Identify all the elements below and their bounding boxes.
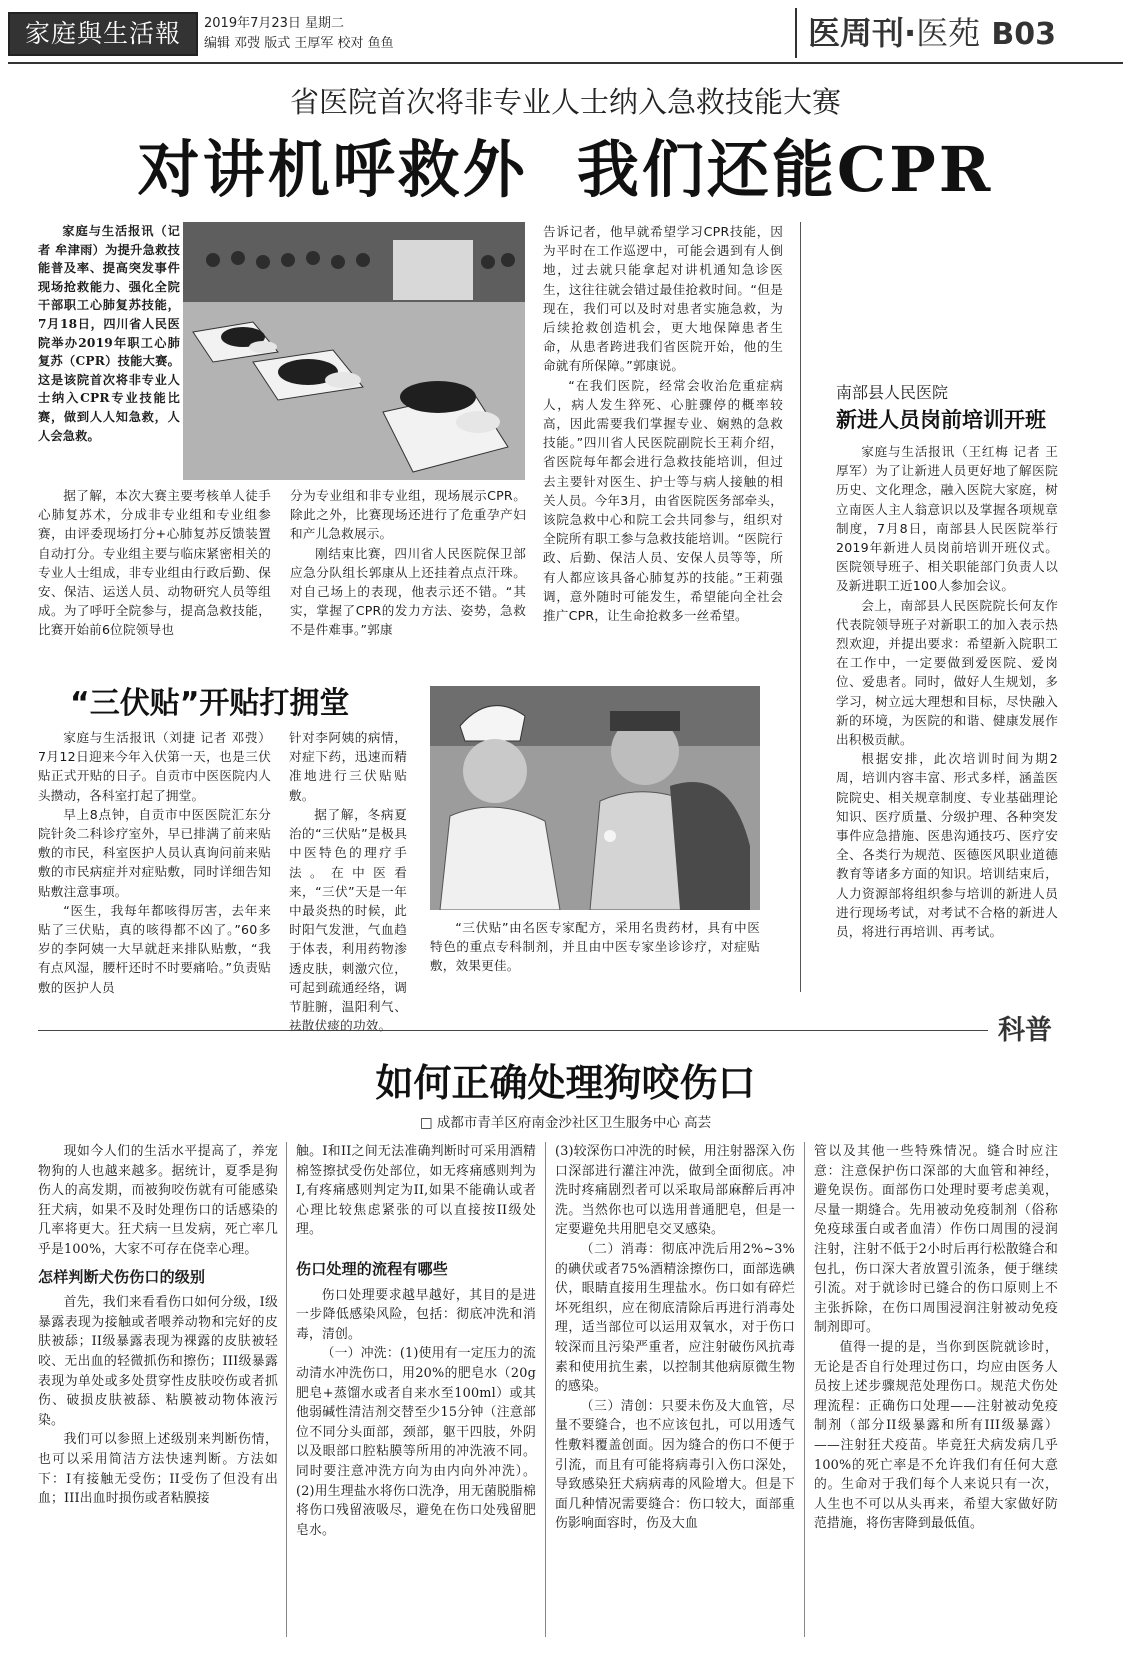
subhead-wound-level: 怎样判断犬伤伤口的级别: [38, 1267, 206, 1286]
science-col-4: 管以及其他一些特殊情况。缝合时应注意：注意保护伤口深部的大血管和神经，避免误伤。面部伤口处理时要考虑美观，尽量一期缝合。先用被动免疫制剂（俗称免疫球蛋白或者血清）作伤口周围的浸润注射，注射不低于2小时后再行松散缝合和包扎，伤口深大者放置引流条，便于继续引流。对于就诊时已缝合的伤口原则上不主张拆除，在伤口周围浸润注射被动免疫制剂即可。 值得一提的是，当你到医院就诊时，无论是否自行处理过伤口，均应由医务人员按上述步骤规范处理伤口。规范犬伤处理流程：正确伤口处理——注射被动免疫制剂（部分II级暴露和所有III级暴露）——注射狂犬疫苗。毕竟狂犬病发病几乎100%的死亡率是不允许我们有任何大意的。生命对于我们每个人来说只有一次，人生也不可以从头再来，希望大家做好防范措施，将伤害降到最低值。: [814, 1144, 1058, 1532]
nanbu-headline: 新进人员岗前培训开班: [836, 408, 1046, 432]
subsection-name: 医苑: [916, 14, 981, 52]
sanfu-headline: “三伏贴”开贴打拥堂: [70, 686, 350, 721]
section-title: [808, 12, 1056, 56]
section-dot: ·: [904, 14, 917, 52]
science-byline: [0, 1114, 1131, 1132]
science-headline: 如何正确处理狗咬伤口: [375, 1060, 756, 1105]
masthead-logo: 家庭與生活報: [8, 12, 198, 56]
lead-intro: 家庭与生活报讯（记者 牟津雨）为提升急救技能普及率、提高突发事件现场抢救能力、强化全院干部职工心肺复苏技能，7月18日，四川省人民医院举办2019年职工心肺复苏（CPR）技能大赛。这是该院首次将非专业人士纳入CPR专业技能比赛，做到人人知急救，人人会急救。: [38, 224, 180, 443]
right-column-divider: [800, 222, 801, 992]
science-col-2: 触。I和II之间无法准确判断时可采用酒精棉签擦拭受伤处部位，如无疼痛感则判为I,有疼痛感则判定为II,如果不能确认或者心理比较焦虑紧张的可以直接按II级处理。 伤口处理的流程有哪些 伤口处理要求越早越好，其目的是进一步降低感染风险，包括：彻底冲洗和消毒，清创。 （一）冲洗：(1)使用有一定压力的流动清水冲洗伤口，用20%的肥皂水（20g肥皂+蒸馏水或者自来水至100ml）或其他弱碱性清洁剂交替至少15分钟（注意部位不同分头面部，颈部，躯干四肢，外阴以及眼部口腔粘膜等所用的冲洗液不同。同时要注意冲洗方向为由内向外冲洗）。(2)用生理盐水将伤口洗净，用无菌脱脂棉将伤口残留液吸尽，避免在伤口处残留肥皂水。: [296, 1144, 536, 1538]
byline-square-icon: □: [419, 1115, 433, 1131]
header-rule: [8, 62, 1123, 64]
issue-date: 2019年7月23日 星期二: [204, 16, 345, 31]
lead-kicker: 省医院首次将非专业人士纳入急救技能大赛: [289, 85, 841, 119]
science-section-label: 科普: [998, 1015, 1052, 1046]
lead-col-2: 分为专业组和非专业组，现场展示CPR。除此之外，比赛现场还进行了危重孕产妇和产儿急救展示。 刚结束比赛，四川省人民医院保卫部应急分队组长郭康从上还挂着点点汗珠。对自己场上的表现，他表示还不错。“其实，掌握了CPR的发力方法、姿势，急救不是件难事。”郭康: [290, 488, 526, 638]
lead-col-3: 告诉记者，他早就希望学习CPR技能，因为平时在工作巡逻中，可能会遇到有人倒地，过去就只能拿起对讲机通知急诊医生，这往往就会错过最佳抢救时间。“但是现在，我们可以及时对患者实施急救，为后续抢救创造机会，更大地保障患者生命，从患者跨进我们省医院开始，他的生命就有所保障。”郭康说。 “在我们医院，经常会收治危重症病人，病人发生猝死、心脏骤停的概率较高，因此需要我们掌握专业、娴熟的急救技能。”四川省人民医院副院长王莉介绍，省医院每年都会进行急救技能培训，但过去主要针对医生、护士等与病人接触的相关人员。今年3月，由省医院医务部牵头，该院急救中心和院工会共同参与，组织对全院所有职工参与急救技能培训。“医院行政、后勤、保洁人员、安保人员等等，所有人都应该具备心肺复苏的技能。”王莉强调，意外随时可能发生，希望能向全社会推广CPR，让生命抢救多一丝希望。: [543, 224, 783, 624]
subhead-treatment-flow: 伤口处理的流程有哪些: [296, 1259, 449, 1278]
sanfu-col-3: “三伏贴”由名医专家配方，采用名贵药材，具有中医特色的重点专科制剂，并且由中医专家坐诊诊疗，对症贴敷，效果更佳。: [430, 920, 760, 974]
science-col-1: 现如今人们的生活水平提高了，养宠物狗的人也越来越多。据统计，夏季是狗伤人的高发期，而被狗咬伤就有可能感染狂犬病，如果不及时处理伤口的话感染的几率将更大。狂犬病一旦发病，死亡率几乎是100%，大家不可存在侥幸心理。 怎样判断犬伤伤口的级别 首先，我们来看看伤口如何分级，I级暴露表现为接触或者喂养动物和完好的皮肤被舔；II级暴露表现为裸露的皮肤被轻咬、无出血的轻微抓伤和擦伤；III级暴露表现为单处或多处贯穿性皮肤咬伤或者抓伤、破损皮肤被舔、粘膜被动物体液污染。 我们可以参照上述级别来判断伤情，也可以采用简洁方法快速判断。方法如下：I有接触无受伤；II受伤了但没有出血；III出血时损伤或者粘膜接: [38, 1144, 278, 1507]
nanbu-kicker: 南部县人民医院: [836, 383, 949, 402]
sanfu-paste-photo: [430, 686, 760, 910]
cpr-competition-photo: [183, 222, 525, 480]
science-divider-3: [804, 1142, 805, 1637]
staff-credits: 编辑 邓弢 版式 王厚军 校对 鱼鱼: [204, 36, 394, 51]
section-name: 医周刊: [808, 14, 905, 52]
science-divider-1: [286, 1142, 287, 1637]
sanfu-col-2: 针对李阿姨的病情，对症下药，迅速而精准地进行三伏贴贴敷。: [289, 730, 407, 803]
science-divider-2: [545, 1142, 546, 1637]
nanbu-body: 家庭与生活报讯（王红梅 记者 王厚军）为了让新进人员更好地了解医院历史、文化理念，融入医院大家庭，树立南医人主人翁意识以及掌握各项规章制度，7月8日，南部县人民医院举行2019年新进人员岗前培训开班仪式。医院领导班子、相关职能部门负责人以及新进职工近100人参加会议。 会上，南部县人民医院院长何友作代表院领导班子对新职工的加入表示热烈欢迎，并提出要求：希望新入院职工在工作中，一定要做到爱医院、爱岗位、爱患者。同时，做好人生规划，多学习，树立远大理想和目标，尽快融入新的环境，为医院的和谐、健康发展作出积极贡献。 根据安排，此次培训时间为期2周，培训内容丰富、形式多样，涵盖医院院史、相关规章制度、专业基础理论知识、医疗质量、分级护理、各种突发事件应急措施、医患沟通技巧、医疗安全、各类行为规范、医德医风职业道德教育等诸多方面的知识。培训结束后，人力资源部将组织参与培训的新进人员进行现场考试，对考试不合格的新进人员，将进行再培训、再考试。: [836, 444, 1058, 940]
lead-headline: 对讲机呼救外 我们还能CPR: [137, 133, 994, 206]
byline-text: 成都市青羊区府南金沙社区卫生服务中心 高芸: [436, 1115, 712, 1131]
science-rule: [38, 1030, 988, 1031]
lead-col-1: 据了解，本次大赛主要考核单人徒手心肺复苏术，分成非专业组和专业组参赛，由评委现场打分+心肺复苏反馈装置自动打分。专业组主要与临床紧密相关的专业人士组成，非专业组由行政后勤、保安、保洁、运送人员、动物研究人员等组成。为了呼吁全院参与，提高急救技能，比赛开始前6位院领导也: [38, 488, 271, 638]
sanfu-col-1: 家庭与生活报讯（刘捷 记者 邓弢）7月12日迎来今年入伏第一天，也是三伏贴正式开贴的日子。自贡市中医医院内人头攒动，各科室打起了拥堂。 早上8点钟，自贡市中医医院汇东分院针灸二科诊疗室外，早已排满了前来贴敷的市民，科室医护人员认真询问前来贴敷的市民病症并对症贴敷，同时详细告知贴敷注意事项。 “医生，我每年都咳得厉害，去年来贴了三伏贴，真的咳得都不凶了。”60多岁的李阿姨一大早就赶来排队贴敷，“我有点风湿，腰杆还时不时要痛哈。”负责贴敷的医护人员: [38, 730, 271, 995]
page-number: B03: [991, 17, 1056, 52]
header-divider: [795, 8, 797, 58]
science-col-3: (3)较深伤口冲洗的时候，用注射器深入伤口深部进行灌注冲洗，做到全面彻底。冲洗时疼痛剧烈者可以采取局部麻醉后再冲洗。当然你也可以选用普通肥皂，但是一定要避免共用肥皂交叉感染。 （二）消毒：彻底冲洗后用2%~3%的碘伏或者75%酒精涂擦伤口，面部选碘伏，眼睛直接用生理盐水。伤口如有碎烂坏死组织，应在彻底清除后再进行消毒处理，适当部位可以运用双氧水，对于伤口较深而且污染严重者，应注射破伤风抗毒素和使用抗生素，以控制其他病原微生物的感染。 （三）清创：只要未伤及大血管，尽量不要缝合，也不应该包扎，可以用透气性敷料覆盖创面。因为缝合的伤口不便于引流，而且有可能将病毒引入伤口深处，导致感染狂犬病病毒的风险增大。但是下面几种情况需要缝合：伤口较大，面部重伤影响面容时，伤及大血: [555, 1144, 795, 1532]
sanfu-col-2b: 据了解，冬病夏治的“三伏贴”是极具中医特色的理疗手法。在中医看来，“三伏”天是一年中最炎热的时候，此时阳气发泄，气血趋于体表，利用药物渗透皮肤，刺激穴位，可起到疏通经络，调节脏腑，温阳利气、祛散伏痰的功效。: [289, 807, 407, 1034]
